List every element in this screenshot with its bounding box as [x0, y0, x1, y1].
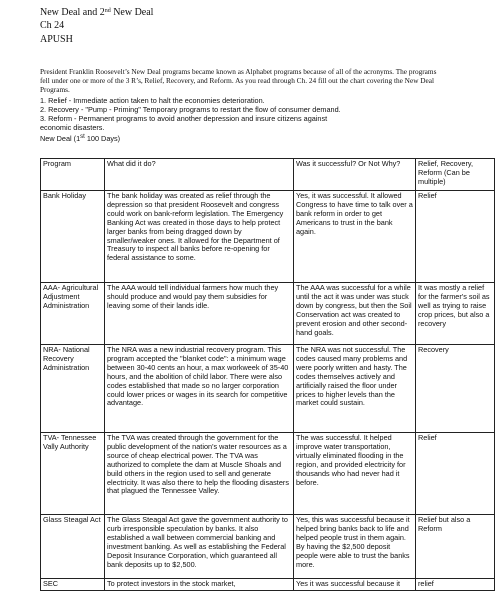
- header-type: Relief, Recovery, Reform (Can be multiple): [416, 159, 495, 191]
- table-row: [41, 345, 495, 433]
- cell-success: The was successful. It helped improve water transportation, virtually eliminated flooding in the region, and provided electricity for thousands who had never had it before.: [294, 433, 416, 515]
- cell-success: Yes, it was successful. It allowed Congress to have time to talk over a bank reform in order to get Americans to trust in the bank again.: [294, 191, 416, 283]
- new-deal-heading: New Deal (1st 100 Days): [40, 134, 121, 143]
- cell-success: The AAA was successful for a while until the act it was under was stuck down by congress, but then the Soil Conservation act was created to prevent erosion and other second-hand goals.: [294, 283, 416, 345]
- cell-program: TVA- Tennessee Vally Authority: [41, 433, 105, 515]
- new-deal-programs-table: [40, 158, 495, 591]
- cell-type: Relief: [416, 433, 495, 515]
- cell-type: It was mostly a relief for the farmer's soil as well as trying to raise crop prices, but also a recovery: [416, 283, 495, 345]
- table-row: [41, 515, 495, 579]
- cell-type: Relief: [416, 191, 495, 283]
- cell-type: Relief but also a Reform: [416, 515, 495, 579]
- intro-paragraph: President Franklin Roosevelt’s New Deal programs became known as Alphabet programs because of all of the acronyms. The programs fell under one or more of the 3 R’s, Relief, Recovery, and Reform. As you read through Ch. 24 fill out the chart covering the New Deal Programs.: [40, 67, 437, 95]
- reform-definition-continued: economic disasters.: [40, 123, 105, 132]
- course-label: APUSH: [40, 34, 73, 45]
- cell-what: The TVA was created through the government for the public development of the nation's water resources as a source of cheap electrical power. The TVA was authorized to complete the dam at Muscle Shoals and build others in the region used to sell and generate electricity. It was also there to help the flooding disasters that plagued the Tennessee Valley.: [105, 433, 294, 515]
- cell-type: relief: [416, 579, 495, 591]
- document-title: New Deal and 2nd New Deal: [40, 7, 154, 18]
- cell-type: Recovery: [416, 345, 495, 433]
- header-program: Program: [41, 159, 105, 191]
- table-row: [41, 579, 495, 591]
- chapter-label: Ch 24: [40, 20, 65, 31]
- table-row: [41, 433, 495, 515]
- cell-program: Bank Holiday: [41, 191, 105, 283]
- relief-definition: 1. Relief - Immediate action taken to halt the economies deterioration.: [40, 96, 265, 105]
- cell-what: The AAA would tell individual farmers how much they should produce and would pay them subsidies for leaving some of their lands idle.: [105, 283, 294, 345]
- cell-success: Yes it was successful because it: [294, 579, 416, 591]
- cell-what: The Glass Steagal Act gave the government authority to curb irresponsible speculation by banks. It also established a wall between commercial banking and investment banking. As well as establishing the Federal Deposit Insurance Corporation, which guaranteed all bank deposits up to $2,500.: [105, 515, 294, 579]
- cell-program: AAA- Agricultural Adjustment Administration: [41, 283, 105, 345]
- header-success: Was it successful? Or Not Why?: [294, 159, 416, 191]
- table-row: [41, 191, 495, 283]
- cell-program: NRA- National Recovery Administration: [41, 345, 105, 433]
- cell-what: The bank holiday was created as relief through the depression so that president Roosevelt and congress could work on bank-reform legislation. The Emergency Banking Act was created in those days to help protect larger banks from being dragged down by smaller/weaker ones. It allowed for the Department of Treasury to inspect all banks before re-opening for federal assistance to some.: [105, 191, 294, 283]
- cell-program: SEC: [41, 579, 105, 591]
- cell-program: Glass Steagal Act: [41, 515, 105, 579]
- cell-success: Yes, this was successful because it helped bring banks back to life and helped people trust in them again. By having the $2,500 deposit people were able to trust the banks more.: [294, 515, 416, 579]
- table-row: [41, 283, 495, 345]
- cell-what: The NRA was a new industrial recovery program. This program accepted the "blanket code": a minimum wage between 30-40 cents an hour, a max workweek of 35-40 hours, and the abolition of child labor. There were also codes established that made so no larger corporation could lower prices or wages in its search for competitive advantage.: [105, 345, 294, 433]
- reform-definition: 3. Reform - Permanent programs to avoid another depression and insure citizens against: [40, 114, 328, 123]
- recovery-definition: 2. Recovery - "Pump - Priming" Temporary programs to restart the flow of consumer demand.: [40, 105, 341, 114]
- header-what: What did it do?: [105, 159, 294, 191]
- table-header-row: [41, 159, 495, 191]
- cell-success: The NRA was not successful. The codes caused many problems and were poorly written and hasty. The codes themselves actively and artificially raised the floor under prices to higher levels than the market could sustain.: [294, 345, 416, 433]
- cell-what: To protect investors in the stock market,: [105, 579, 294, 591]
